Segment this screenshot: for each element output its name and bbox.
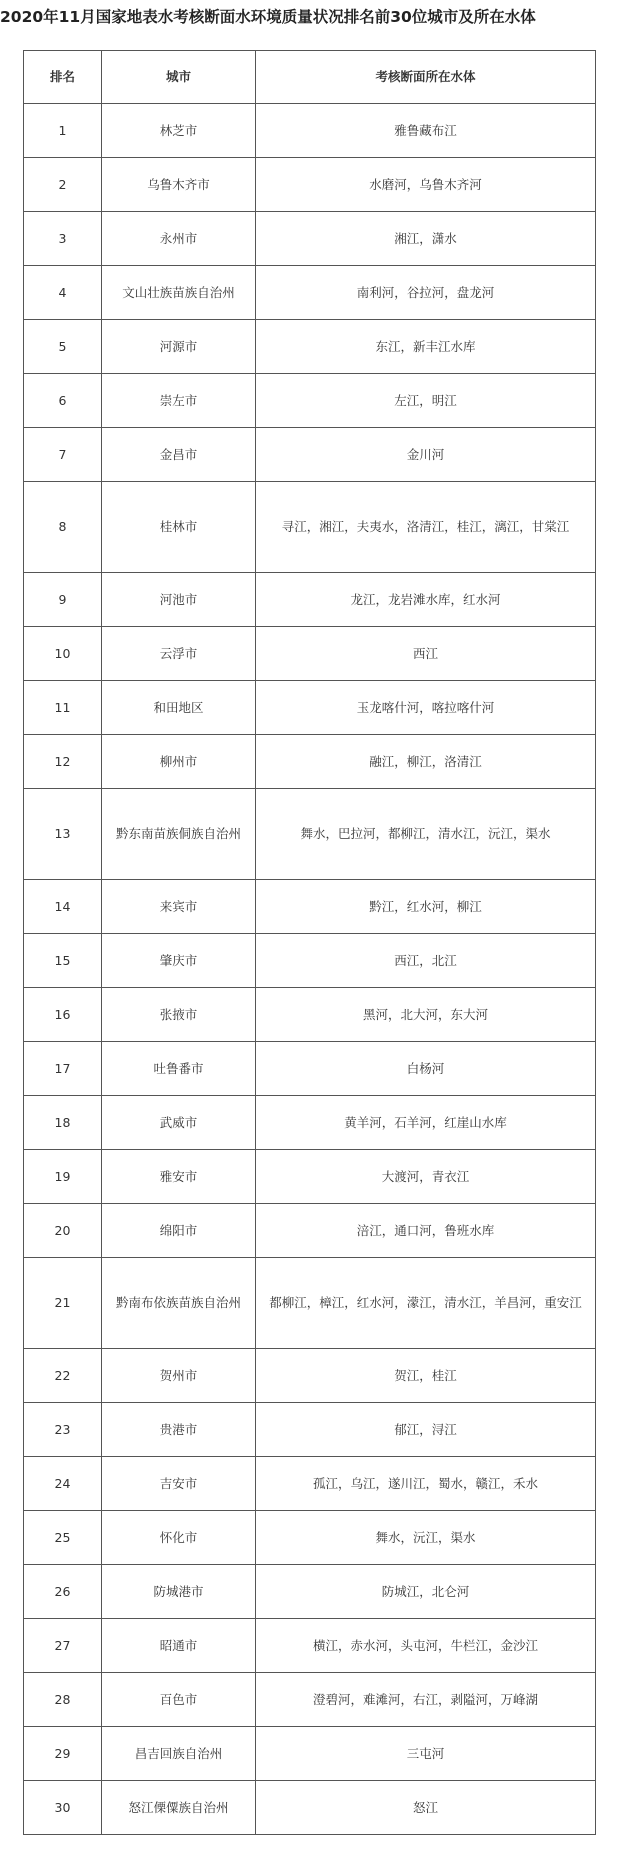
table-row: [24, 1204, 596, 1258]
city-cell: 和田地区: [102, 681, 256, 735]
water-body-cell: 黑河，北大河，东大河: [256, 988, 596, 1042]
water-body-cell: 孤江，乌江，遂川江，蜀水，赣江，禾水: [256, 1457, 596, 1511]
table-row: [24, 104, 596, 158]
city-cell: 百色市: [102, 1673, 256, 1727]
city-cell: 柳州市: [102, 735, 256, 789]
rank-cell: 14: [24, 880, 102, 934]
rank-cell: 15: [24, 934, 102, 988]
rank-cell: 7: [24, 428, 102, 482]
table-row: [24, 1403, 596, 1457]
city-cell: 黔南布依族苗族自治州: [102, 1258, 256, 1349]
table-row: [24, 158, 596, 212]
table-row: [24, 1565, 596, 1619]
city-cell: 防城港市: [102, 1565, 256, 1619]
rank-cell: 20: [24, 1204, 102, 1258]
city-cell: 黔东南苗族侗族自治州: [102, 789, 256, 880]
water-body-cell: 都柳江，樟江，红水河，濛江，清水江，羊昌河，重安江: [256, 1258, 596, 1349]
table-row: [24, 1727, 596, 1781]
water-body-cell: 西江: [256, 627, 596, 681]
table-row: [24, 1349, 596, 1403]
water-body-cell: 寻江，湘江，夫夷水，洛清江，桂江，漓江，甘棠江: [256, 482, 596, 573]
rank-cell: 12: [24, 735, 102, 789]
city-cell: 昌吉回族自治州: [102, 1727, 256, 1781]
rank-cell: 2: [24, 158, 102, 212]
rank-cell: 30: [24, 1781, 102, 1835]
city-cell: 昭通市: [102, 1619, 256, 1673]
water-body-cell: 雅鲁藏布江: [256, 104, 596, 158]
rank-cell: 18: [24, 1096, 102, 1150]
table-row: [24, 482, 596, 573]
rank-cell: 23: [24, 1403, 102, 1457]
water-body-cell: 舞水，巴拉河，都柳江，清水江，沅江，渠水: [256, 789, 596, 880]
rank-cell: 21: [24, 1258, 102, 1349]
rank-cell: 29: [24, 1727, 102, 1781]
rank-cell: 5: [24, 320, 102, 374]
city-cell: 金昌市: [102, 428, 256, 482]
city-cell: 云浮市: [102, 627, 256, 681]
rank-cell: 4: [24, 266, 102, 320]
water-body-cell: 水磨河，乌鲁木齐河: [256, 158, 596, 212]
header-water-body: 考核断面所在水体: [256, 51, 596, 104]
water-body-cell: 黄羊河，石羊河，红崖山水库: [256, 1096, 596, 1150]
table-row: [24, 681, 596, 735]
rank-cell: 26: [24, 1565, 102, 1619]
water-body-cell: 融江，柳江，洛清江: [256, 735, 596, 789]
page-title: 2020年11月国家地表水考核断面水环境质量状况排名前30位城市及所在水体: [0, 8, 536, 26]
city-cell: 河源市: [102, 320, 256, 374]
water-body-cell: 郁江，浔江: [256, 1403, 596, 1457]
table-row: [24, 735, 596, 789]
table-row: [24, 1042, 596, 1096]
table-row: [24, 212, 596, 266]
water-body-cell: 龙江，龙岩滩水库，红水河: [256, 573, 596, 627]
table-row: [24, 573, 596, 627]
city-cell: 文山壮族苗族自治州: [102, 266, 256, 320]
table-row: [24, 428, 596, 482]
water-body-cell: 金川河: [256, 428, 596, 482]
table-row: [24, 1258, 596, 1349]
table-row: [24, 1457, 596, 1511]
water-body-cell: 湘江，潇水: [256, 212, 596, 266]
water-body-cell: 南利河，谷拉河，盘龙河: [256, 266, 596, 320]
rank-cell: 17: [24, 1042, 102, 1096]
city-cell: 崇左市: [102, 374, 256, 428]
table-row: [24, 934, 596, 988]
city-cell: 武威市: [102, 1096, 256, 1150]
city-cell: 乌鲁木齐市: [102, 158, 256, 212]
city-cell: 吐鲁番市: [102, 1042, 256, 1096]
city-cell: 张掖市: [102, 988, 256, 1042]
water-body-cell: 澄碧河，难滩河，右江，剥隘河，万峰湖: [256, 1673, 596, 1727]
table-row: [24, 1619, 596, 1673]
city-cell: 桂林市: [102, 482, 256, 573]
rank-cell: 19: [24, 1150, 102, 1204]
city-cell: 来宾市: [102, 880, 256, 934]
water-body-cell: 玉龙喀什河，喀拉喀什河: [256, 681, 596, 735]
ranking-table: [23, 50, 596, 1835]
city-cell: 绵阳市: [102, 1204, 256, 1258]
rank-cell: 27: [24, 1619, 102, 1673]
water-body-cell: 白杨河: [256, 1042, 596, 1096]
rank-cell: 9: [24, 573, 102, 627]
water-body-cell: 西江，北江: [256, 934, 596, 988]
rank-cell: 25: [24, 1511, 102, 1565]
city-cell: 贵港市: [102, 1403, 256, 1457]
rank-cell: 11: [24, 681, 102, 735]
table-row: [24, 320, 596, 374]
water-body-cell: 涪江，通口河，鲁班水库: [256, 1204, 596, 1258]
table-row: [24, 1673, 596, 1727]
water-body-cell: 横江，赤水河，头屯河，牛栏江，金沙江: [256, 1619, 596, 1673]
city-cell: 河池市: [102, 573, 256, 627]
table-row: [24, 266, 596, 320]
water-body-cell: 左江，明江: [256, 374, 596, 428]
city-cell: 永州市: [102, 212, 256, 266]
rank-cell: 22: [24, 1349, 102, 1403]
city-cell: 怒江傈僳族自治州: [102, 1781, 256, 1835]
table-row: [24, 627, 596, 681]
city-cell: 贺州市: [102, 1349, 256, 1403]
rank-cell: 16: [24, 988, 102, 1042]
header-city: 城市: [102, 51, 256, 104]
rank-cell: 1: [24, 104, 102, 158]
water-body-cell: 贺江，桂江: [256, 1349, 596, 1403]
table-row: [24, 1781, 596, 1835]
city-cell: 吉安市: [102, 1457, 256, 1511]
table-row: [24, 1150, 596, 1204]
water-body-cell: 舞水，沅江，渠水: [256, 1511, 596, 1565]
header-rank: 排名: [24, 51, 102, 104]
rank-cell: 10: [24, 627, 102, 681]
city-cell: 肇庆市: [102, 934, 256, 988]
rank-cell: 28: [24, 1673, 102, 1727]
water-body-cell: 黔江，红水河，柳江: [256, 880, 596, 934]
water-body-cell: 防城江，北仑河: [256, 1565, 596, 1619]
city-cell: 雅安市: [102, 1150, 256, 1204]
rank-cell: 13: [24, 789, 102, 880]
water-body-cell: 大渡河，青衣江: [256, 1150, 596, 1204]
table-header-row: [24, 51, 596, 104]
water-body-cell: 怒江: [256, 1781, 596, 1835]
table-row: [24, 374, 596, 428]
water-body-cell: 三屯河: [256, 1727, 596, 1781]
rank-cell: 8: [24, 482, 102, 573]
city-cell: 怀化市: [102, 1511, 256, 1565]
water-body-cell: 东江，新丰江水库: [256, 320, 596, 374]
table-row: [24, 1096, 596, 1150]
city-cell: 林芝市: [102, 104, 256, 158]
table-row: [24, 988, 596, 1042]
rank-cell: 3: [24, 212, 102, 266]
rank-cell: 24: [24, 1457, 102, 1511]
table-row: [24, 1511, 596, 1565]
rank-cell: 6: [24, 374, 102, 428]
table-row: [24, 880, 596, 934]
table-row: [24, 789, 596, 880]
